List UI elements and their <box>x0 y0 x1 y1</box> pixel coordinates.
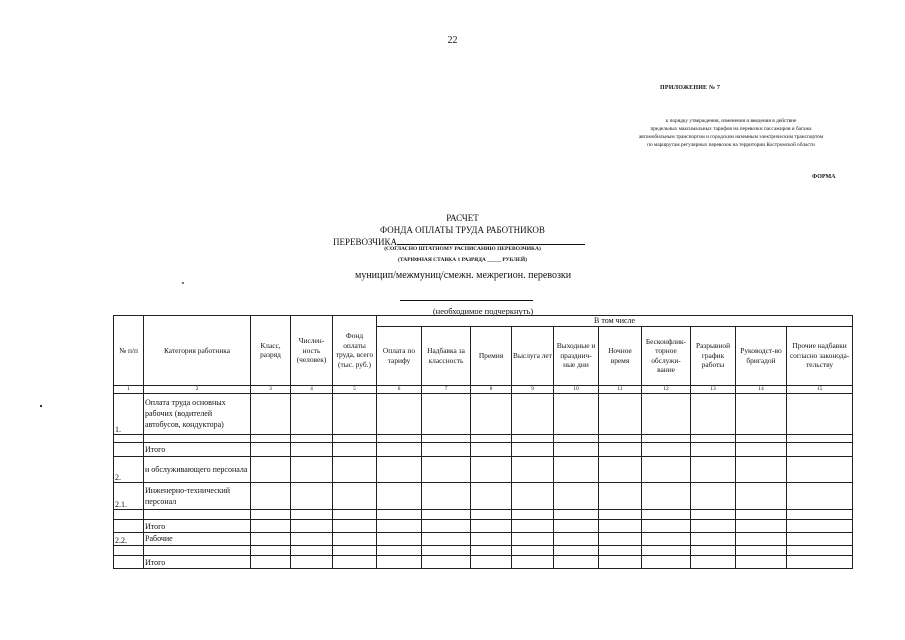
data-cell[interactable] <box>642 532 691 545</box>
table-row <box>114 509 853 520</box>
data-cell[interactable] <box>554 509 599 520</box>
table-row <box>114 483 853 509</box>
data-cell[interactable] <box>599 520 642 533</box>
data-cell[interactable] <box>691 456 736 482</box>
data-cell[interactable] <box>471 394 512 434</box>
column-number: 14 <box>736 385 787 393</box>
page-number: 22 <box>447 35 458 46</box>
data-cell[interactable] <box>471 443 512 457</box>
data-cell[interactable] <box>736 545 787 556</box>
data-cell[interactable] <box>333 483 377 509</box>
data-cell[interactable] <box>333 545 377 556</box>
data-cell[interactable] <box>512 509 554 520</box>
data-cell[interactable] <box>599 443 642 457</box>
data-cell[interactable] <box>251 443 291 457</box>
data-cell[interactable] <box>251 434 291 442</box>
column-number: 10 <box>554 385 599 393</box>
data-cell[interactable] <box>787 520 853 533</box>
column-number: 8 <box>471 385 512 393</box>
header-brigade-lead: Руководст-во бригадой <box>736 326 787 385</box>
data-cell[interactable] <box>642 509 691 520</box>
data-cell[interactable] <box>512 545 554 556</box>
data-cell[interactable] <box>333 394 377 434</box>
data-cell[interactable] <box>642 456 691 482</box>
data-cell[interactable] <box>251 556 291 569</box>
row-category <box>144 509 251 520</box>
table-row <box>114 434 853 442</box>
table-row <box>114 532 853 545</box>
data-cell[interactable] <box>251 483 291 509</box>
data-cell[interactable] <box>691 545 736 556</box>
data-cell[interactable] <box>377 443 422 457</box>
row-number: 2. <box>114 456 144 482</box>
order-reference <box>585 117 877 149</box>
data-cell[interactable] <box>512 556 554 569</box>
header-class: Класс, разряд <box>251 316 291 386</box>
data-cell[interactable] <box>291 443 333 457</box>
row-number <box>114 443 144 457</box>
data-cell[interactable] <box>333 443 377 457</box>
data-cell[interactable] <box>512 520 554 533</box>
data-cell[interactable] <box>422 509 471 520</box>
header-premium: Премия <box>471 326 512 385</box>
data-cell[interactable] <box>787 483 853 509</box>
data-cell[interactable] <box>554 456 599 482</box>
row-category: Итого <box>144 520 251 533</box>
data-cell[interactable] <box>471 456 512 482</box>
table-body <box>114 394 853 569</box>
row-number: 2.1. <box>114 483 144 509</box>
data-cell[interactable] <box>736 532 787 545</box>
data-cell[interactable] <box>291 394 333 434</box>
data-cell[interactable] <box>471 556 512 569</box>
data-cell[interactable] <box>251 545 291 556</box>
header-split-schedule: Разрывной график работы <box>691 326 736 385</box>
data-cell[interactable] <box>691 434 736 442</box>
data-cell[interactable] <box>599 532 642 545</box>
table-row <box>114 456 853 482</box>
data-cell[interactable] <box>251 509 291 520</box>
data-cell[interactable] <box>787 556 853 569</box>
scan-speck <box>182 282 184 284</box>
row-category: Оплата труда основных рабочих (водителей автобусов, кондуктора) <box>144 394 251 434</box>
row-category <box>144 434 251 442</box>
data-cell[interactable] <box>251 394 291 434</box>
data-cell[interactable] <box>787 532 853 545</box>
data-cell[interactable] <box>291 520 333 533</box>
data-cell[interactable] <box>642 556 691 569</box>
data-cell[interactable] <box>422 434 471 442</box>
data-cell[interactable] <box>333 434 377 442</box>
data-cell[interactable] <box>333 509 377 520</box>
data-cell[interactable] <box>471 483 512 509</box>
data-cell[interactable] <box>422 545 471 556</box>
header-class-bonus: Надбавка за классность <box>422 326 471 385</box>
underline-note: (необходимое подчеркнуть) <box>432 306 534 316</box>
data-cell[interactable] <box>333 520 377 533</box>
data-cell[interactable] <box>642 443 691 457</box>
data-cell[interactable] <box>291 456 333 482</box>
data-cell[interactable] <box>512 394 554 434</box>
data-cell[interactable] <box>291 509 333 520</box>
row-category: Инженерно-технический персонал <box>144 483 251 509</box>
payroll-table <box>113 315 853 569</box>
row-category <box>144 545 251 556</box>
data-cell[interactable] <box>422 443 471 457</box>
data-cell[interactable] <box>377 545 422 556</box>
data-cell[interactable] <box>642 434 691 442</box>
header-headcount: Числен-ность (человек) <box>291 316 333 386</box>
column-number: 2 <box>144 385 251 393</box>
data-cell[interactable] <box>554 434 599 442</box>
order-line: к порядку утверждения, изменения и введения в действие <box>665 118 797 124</box>
data-cell[interactable] <box>736 434 787 442</box>
data-cell[interactable] <box>787 509 853 520</box>
data-cell[interactable] <box>471 545 512 556</box>
row-number <box>114 556 144 569</box>
data-cell[interactable] <box>599 556 642 569</box>
column-number: 12 <box>642 385 691 393</box>
data-cell[interactable] <box>251 456 291 482</box>
carrier-blank <box>397 236 585 245</box>
data-cell[interactable] <box>512 434 554 442</box>
data-cell[interactable] <box>512 532 554 545</box>
data-cell[interactable] <box>377 456 422 482</box>
carrier-label: ПЕРЕВОЗЧИКА <box>333 237 398 247</box>
data-cell[interactable] <box>512 483 554 509</box>
header-holidays: Выходные и празднич-ные дни <box>554 326 599 385</box>
data-cell[interactable] <box>691 509 736 520</box>
row-category: и обслуживающего персонала <box>144 456 251 482</box>
data-cell[interactable] <box>333 532 377 545</box>
data-cell[interactable] <box>422 394 471 434</box>
header-category: Категория работника <box>144 316 251 386</box>
staffing-note: (СОГЛАСНО ШТАТНОМУ РАСПИСАНИЮ ПЕРЕВОЗЧИКА) <box>384 246 541 252</box>
row-number <box>114 520 144 533</box>
row-category: Итого <box>144 556 251 569</box>
tariff-note: (ТАРИФНАЯ СТАВКА 1 РАЗРЯДА _____ РУБЛЕЙ) <box>398 257 527 263</box>
data-cell[interactable] <box>422 483 471 509</box>
data-cell[interactable] <box>599 509 642 520</box>
data-cell[interactable] <box>377 509 422 520</box>
table-row <box>114 520 853 533</box>
data-cell[interactable] <box>787 394 853 434</box>
data-cell[interactable] <box>554 545 599 556</box>
data-cell[interactable] <box>251 532 291 545</box>
data-cell[interactable] <box>736 483 787 509</box>
transport-types: муницип/межмуниц/смежн. межрегион. перевозки <box>355 270 572 281</box>
scan-speck <box>40 405 42 407</box>
column-number: 15 <box>787 385 853 393</box>
data-cell[interactable] <box>642 483 691 509</box>
column-number: 11 <box>599 385 642 393</box>
header-number: № п/п <box>114 316 144 386</box>
header-tariff-pay: Оплата по тарифу <box>377 326 422 385</box>
data-cell[interactable] <box>691 394 736 434</box>
data-cell[interactable] <box>691 532 736 545</box>
data-cell[interactable] <box>422 520 471 533</box>
data-cell[interactable] <box>471 532 512 545</box>
column-number: 6 <box>377 385 422 393</box>
doc-subtitle: ФОНДА ОПЛАТЫ ТРУДА РАБОТНИКОВ <box>380 225 545 235</box>
header-group-including: В том числе <box>377 316 853 327</box>
column-number: 7 <box>422 385 471 393</box>
data-cell[interactable] <box>554 394 599 434</box>
data-cell[interactable] <box>512 456 554 482</box>
table-row <box>114 545 853 556</box>
data-cell[interactable] <box>736 456 787 482</box>
data-cell[interactable] <box>642 394 691 434</box>
row-number <box>114 434 144 442</box>
column-number: 5 <box>333 385 377 393</box>
column-number: 4 <box>291 385 333 393</box>
data-cell[interactable] <box>422 532 471 545</box>
column-number: 3 <box>251 385 291 393</box>
data-cell[interactable] <box>291 545 333 556</box>
data-cell[interactable] <box>471 520 512 533</box>
data-cell[interactable] <box>251 520 291 533</box>
data-cell[interactable] <box>377 434 422 442</box>
header-night-time: Ночное время <box>599 326 642 385</box>
order-line: предельных максимальных тарифов на перевозки пассажиров и багажа <box>650 126 812 132</box>
column-number: 9 <box>512 385 554 393</box>
data-cell[interactable] <box>736 509 787 520</box>
data-cell[interactable] <box>787 434 853 442</box>
row-number <box>114 545 144 556</box>
data-cell[interactable] <box>291 434 333 442</box>
row-category: Итого <box>144 443 251 457</box>
data-cell[interactable] <box>554 520 599 533</box>
data-cell[interactable] <box>599 456 642 482</box>
data-cell[interactable] <box>291 532 333 545</box>
row-category: Рабочие <box>144 532 251 545</box>
signature-line <box>400 300 533 301</box>
data-cell[interactable] <box>377 483 422 509</box>
header-other-bonuses: Прочие надбавки согласно законода-тельству <box>787 326 853 385</box>
column-number-row <box>114 385 853 393</box>
data-cell[interactable] <box>736 443 787 457</box>
header-seniority: Выслуга лет <box>512 326 554 385</box>
header-conflict-free: Бесконфлик-торное обслужи-вание <box>642 326 691 385</box>
data-cell[interactable] <box>691 556 736 569</box>
data-cell[interactable] <box>422 556 471 569</box>
data-cell[interactable] <box>691 483 736 509</box>
data-cell[interactable] <box>554 443 599 457</box>
data-cell[interactable] <box>471 434 512 442</box>
data-cell[interactable] <box>691 443 736 457</box>
data-cell[interactable] <box>599 434 642 442</box>
row-number: 1. <box>114 394 144 434</box>
data-cell[interactable] <box>599 545 642 556</box>
data-cell[interactable] <box>787 443 853 457</box>
data-cell[interactable] <box>599 394 642 434</box>
data-cell[interactable] <box>377 394 422 434</box>
data-cell[interactable] <box>291 556 333 569</box>
data-cell[interactable] <box>554 483 599 509</box>
data-cell[interactable] <box>377 556 422 569</box>
header-payroll-fund: Фонд оплаты труда, всего (тыс. руб.) <box>333 316 377 386</box>
data-cell[interactable] <box>422 456 471 482</box>
data-cell[interactable] <box>471 509 512 520</box>
column-number: 1 <box>114 385 144 393</box>
table-row <box>114 394 853 434</box>
table-row <box>114 443 853 457</box>
data-cell[interactable] <box>691 520 736 533</box>
data-cell[interactable] <box>377 532 422 545</box>
column-number: 13 <box>691 385 736 393</box>
data-cell[interactable] <box>736 394 787 434</box>
appendix-label: ПРИЛОЖЕНИЕ № 7 <box>660 85 721 91</box>
data-cell[interactable] <box>554 556 599 569</box>
order-line: по маршрутам регулярных перевозок на территории Костромской области <box>647 142 815 148</box>
data-cell[interactable] <box>642 520 691 533</box>
data-cell[interactable] <box>377 520 422 533</box>
data-cell[interactable] <box>333 456 377 482</box>
data-cell[interactable] <box>736 556 787 569</box>
data-cell[interactable] <box>787 545 853 556</box>
data-cell[interactable] <box>291 483 333 509</box>
row-number: 2.2. <box>114 532 144 545</box>
form-label: ФОРМА <box>812 174 836 180</box>
doc-title: РАСЧЕТ <box>446 213 479 223</box>
order-line: автомобильным транспортом и городским наземным электрическим транспортом <box>638 134 824 140</box>
table-row <box>114 556 853 569</box>
data-cell[interactable] <box>787 456 853 482</box>
data-cell[interactable] <box>599 483 642 509</box>
data-cell[interactable] <box>642 545 691 556</box>
data-cell[interactable] <box>554 532 599 545</box>
data-cell[interactable] <box>333 556 377 569</box>
data-cell[interactable] <box>736 520 787 533</box>
data-cell[interactable] <box>512 443 554 457</box>
row-number <box>114 509 144 520</box>
